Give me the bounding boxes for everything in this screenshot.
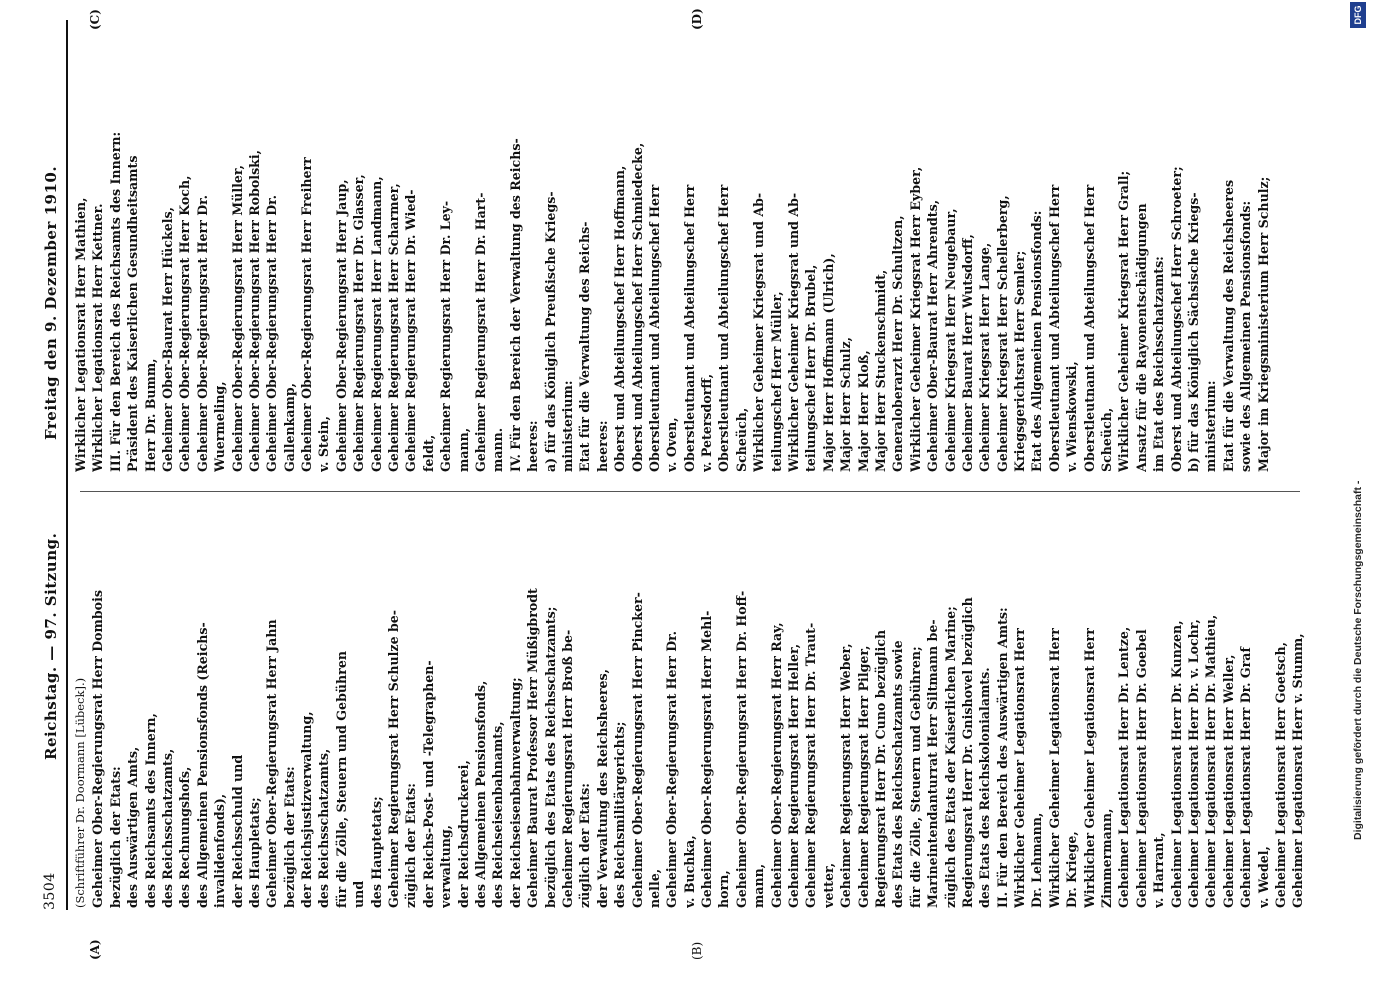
text-line: der Reichsschuld und xyxy=(229,754,245,908)
text-line: Geheimer Legationsrat Herr Dr. Graf xyxy=(1238,647,1254,908)
text-line: Wuermeling, xyxy=(212,381,228,472)
text-line: der Reichsdruckerei, xyxy=(455,760,471,908)
text-line: Geheimer Regierungsrat Herr Scharmer, xyxy=(386,183,402,472)
text-line: Scheüch, xyxy=(1099,407,1115,472)
text-line: invalidenfonds), xyxy=(212,793,228,908)
text-line: Geheimer Legationsrat Herr Dr. Lentze, xyxy=(1116,626,1132,908)
text-line: Geheimer Regierungsrat Herr Pilger, xyxy=(855,645,871,908)
text-line: für die Zölle, Steuern und Gebühren; xyxy=(907,646,923,908)
text-line: züglich der Etats: xyxy=(403,783,419,908)
text-line: Geheimer Regierungsrat Herr Heller, xyxy=(786,643,802,908)
text-line: der Verwaltung des Reichsheeres, xyxy=(594,669,610,908)
text-line: bezüglich der Etats: xyxy=(281,766,297,908)
text-line: Geheimer Ober-Regierungsrat Herr Dr. xyxy=(194,194,210,472)
text-line: Wirklicher Geheimer Legationsrat Herr xyxy=(1046,628,1062,908)
text-line: Major Herr Schulz, xyxy=(838,336,854,472)
text-line: des Allgemeinen Pensionsfonds (Reichs- xyxy=(194,622,210,908)
text-line: Oberstleutnant und Abteilungschef Herr xyxy=(1046,184,1062,472)
text-line: Geheimer Ober-Regierungsrat Herr Jahn xyxy=(264,619,280,908)
page-number: 3504 xyxy=(42,872,58,910)
text-line: vetter, xyxy=(820,862,836,908)
column-divider xyxy=(80,491,1300,492)
header-rule xyxy=(66,20,68,910)
text-line: Oberst und Abteilungschef Herr Hoffmann, xyxy=(612,165,628,472)
text-line: Wirklicher Geheimer Kriegsrat Herr Grall; xyxy=(1116,170,1132,472)
text-line: Wirklicher Legationsrat Herr Kettner. xyxy=(90,203,106,472)
text-line: Gallenkamp, xyxy=(281,382,297,472)
text-line: Herr Dr. Bumm, xyxy=(142,358,158,472)
text-line: IV. Für den Bereich der Verwaltung des Reichs- xyxy=(507,138,523,472)
text-line: Geheimer Legationsrat Herr Dr. Kunzen, xyxy=(1168,620,1184,908)
text-line: Geheimer Ober-Regierungsrat Herr Freiherr xyxy=(299,157,315,472)
text-line: züglich des Etats der Kaiserlichen Marine; xyxy=(942,606,958,908)
text-line: mann. xyxy=(490,427,506,472)
text-line: horn, xyxy=(716,870,732,908)
text-line: III. Für den Bereich des Reichsamts des Innern: xyxy=(107,131,123,472)
text-line: heeres: xyxy=(594,420,610,472)
text-line: Wirklicher Geheimer Legationsrat Herr xyxy=(1012,628,1028,908)
text-line: nelle, xyxy=(646,868,662,908)
text-line: sowie des Allgemeinen Pensionsfonds: xyxy=(1238,200,1254,472)
text-line: b) für das Königlich Sächsische Kriegs- xyxy=(1186,192,1201,472)
digitization-credit: Digitalisierung gefördert durch die Deutsche Forschungsgemeinschaft - xyxy=(1352,480,1364,840)
text-line: Geheimer Legationsrat Herr Weller, xyxy=(1220,654,1236,908)
text-line: Wirklicher Geheimer Legationsrat Herr xyxy=(1081,628,1097,908)
text-line: Geheimer Ober-Regierungsrat Herr Koch, xyxy=(177,175,193,472)
text-line: Geheimer Ober-Regierungsrat Herr Robolski, xyxy=(246,149,262,472)
text-line: v. Oven, xyxy=(664,417,680,472)
text-line: II. Für den Bereich des Auswärtigen Amts: xyxy=(994,607,1010,908)
text-line: Kriegsgerichtsrat Herr Semler; xyxy=(1012,250,1028,472)
text-line: Generaloberarzt Herr Dr. Schultzen, xyxy=(890,215,906,472)
text-line: Regierungsrat Herr Dr. Gnishovel bezüglich xyxy=(959,597,975,908)
text-line: Geheimer Ober-Regierungsrat Herr Dr. Hoff- xyxy=(733,590,749,908)
text-line: Wirklicher Geheimer Kriegsrat und Ab- xyxy=(786,192,802,472)
right-column xyxy=(72,77,1272,472)
text-line: Geheimer Regierungsrat Herr Dr. Traut- xyxy=(803,622,819,908)
text-line: Geheimer Ober-Regierungsrat Herr Pincker- xyxy=(629,592,645,908)
text-line: mann, xyxy=(751,863,767,908)
text-line: Geheimer Regierungsrat Herr Weber, xyxy=(838,643,854,908)
text-line: Geheimer Regierungsrat Herr Dr. Ley- xyxy=(438,200,454,472)
text-line: Major Herr Hoffmann (Ulrich), xyxy=(820,253,836,472)
text-line: v. Stein, xyxy=(316,415,332,472)
text-line: im Etat des Reichsschatzamts: xyxy=(1151,256,1167,472)
text-line: teilungschef Herr Müller, xyxy=(768,291,784,472)
text-line: Major Herr Kloß, xyxy=(855,350,871,472)
text-line: des Reichsamts des Innern, xyxy=(142,713,158,908)
text-line: des Etats des Reichsschatzamts sowie xyxy=(890,640,906,908)
text-line: Geheimer Baurat Professor Herr Müßigbrodt xyxy=(525,588,541,908)
page-header xyxy=(36,40,66,910)
text-line: Major Herr Stuckenschmidt, xyxy=(872,269,888,472)
text-line: Geheimer Legationsrat Herr v. Stumm, xyxy=(1290,633,1306,908)
text-line: des Reichsschatzamts, xyxy=(159,748,175,908)
text-line: v. Wienskowski, xyxy=(1064,361,1080,472)
text-line: Geheimer Ober-Regierungsrat Herr Dombois xyxy=(90,590,106,908)
text-line: Oberstleutnant und Abteilungschef Herr xyxy=(1081,184,1097,472)
text-line: ministerium: xyxy=(1203,380,1219,472)
text-line: teilungschef Herr Dr. Brubel, xyxy=(803,264,819,472)
header-date: Freitag den 9. Dezember 1910. xyxy=(42,165,60,440)
text-line: v. Buchka, xyxy=(681,835,697,908)
text-line: Oberst und Abteilungschef Herr Schroeter; xyxy=(1168,166,1184,472)
text-line: Geheimer Regierungsrat Herr Landmann, xyxy=(368,176,384,472)
margin-mark-c: (C) xyxy=(88,9,102,30)
text-line: v. Wedel, xyxy=(1255,846,1271,908)
text-line: Etat für die Verwaltung des Reichsheeres xyxy=(1220,179,1236,472)
text-line: Ansatz für die Rayonentschädigungen xyxy=(1133,203,1149,472)
text-line: Marineintendanturrat Herr Siltmann be- xyxy=(925,619,941,908)
text-line: Etat des Allgemeinen Pensionsfonds: xyxy=(1029,210,1045,472)
text-line: des Rechnungshofs, xyxy=(177,766,193,908)
text-line: heeres: xyxy=(525,420,541,472)
text-line: Geheimer Ober-Regierungsrat Herr Ray, xyxy=(768,622,784,908)
text-line: Wirklicher Legationsrat Herr Mathien, xyxy=(73,197,88,472)
text-line: mann, xyxy=(455,427,471,472)
left-column xyxy=(72,513,1307,908)
text-line: des Reichseisenbahnamts, xyxy=(490,721,506,908)
text-line: (Schriftführer Dr. Doormann [Lübeck].) xyxy=(73,677,87,908)
text-line: Geheimer Regierungsrat Herr Dr. Glasser, xyxy=(351,174,367,472)
text-line: Geheimer Regierungsrat Herr Dr. Wied- xyxy=(403,189,419,472)
text-line: v. Harrant, xyxy=(1151,832,1167,908)
text-line: des Hauptetats; xyxy=(368,796,384,908)
text-line: Präsident des Kaiserlichen Gesundheitsamts xyxy=(125,155,141,472)
text-line: der Reichsjustizverwaltung, xyxy=(299,711,315,908)
text-line: Geheimer Ober-Regierungsrat Herr Dr. xyxy=(664,630,680,908)
dfg-logo: DFG xyxy=(1350,2,1366,28)
text-line: Oberstleutnant und Abteilungschef Herr xyxy=(646,184,662,472)
text-line: bezüglich des Etats des Reichsschatzamts; xyxy=(542,606,558,908)
margin-mark-a: (A) xyxy=(88,939,102,960)
text-line: Major im Kriegsministerium Herr Schulz; xyxy=(1255,176,1271,472)
text-line: Geheimer Regierungsrat Herr Schulze be- xyxy=(386,609,402,908)
text-line: Geheimer Baurat Herr Wutsdorff, xyxy=(959,234,975,472)
text-line: Geheimer Regierungsrat Herr Broß be- xyxy=(559,629,575,908)
text-line: Geheimer Ober-Regierungsrat Herr Jaup, xyxy=(333,179,349,472)
text-line: des Reichsmilitärgerichts; xyxy=(612,721,628,908)
text-line: Geheimer Legationsrat Herr Dr. Goebel xyxy=(1133,629,1149,908)
text-line: Geheimer Ober-Regierungsrat Herr Müller, xyxy=(229,165,245,472)
text-line: verwaltung, xyxy=(438,824,454,908)
text-line: des Allgemeinen Pensionsfonds, xyxy=(472,680,488,908)
text-line: Oberst und Abteilungschef Herr Schmiedecke, xyxy=(629,142,645,472)
text-line: Wirklicher Geheimer Kriegsrat und Ab- xyxy=(751,192,767,472)
text-line: Regierungsrat Herr Dr. Cuno bezüglich xyxy=(872,629,888,908)
text-line: bezüglich der Etats: xyxy=(107,766,123,908)
header-title: Reichstag. — 97. Sitzung. xyxy=(42,532,60,760)
margin-mark-b: (B) xyxy=(690,941,704,960)
text-line: Geheimer Regierungsrat Herr Dr. Hart- xyxy=(472,192,488,472)
text-line: a) für das Königlich Preußische Kriegs- xyxy=(542,191,558,472)
text-line: Etat für die Verwaltung des Reichs- xyxy=(577,221,593,472)
text-line: Geheimer Legationsrat Herr Dr. v. Lochr, xyxy=(1186,619,1201,908)
text-line: Scheüch, xyxy=(733,407,749,472)
text-line: für die Zölle, Steuern und Gebühren xyxy=(333,651,349,908)
text-line: Geheimer Ober-Regierungsrat Herr Mehl- xyxy=(699,610,715,908)
text-line: Oberstleutnant und Abteilungschef Herr xyxy=(716,184,732,472)
text-line: der Reichs-Post- und -Telegraphen- xyxy=(420,660,436,908)
text-line: der Reichseisenbahnverwaltung; xyxy=(507,677,523,908)
text-line: des Etats des Reichskolonialamts. xyxy=(977,667,993,908)
text-line: Dr. Kriege, xyxy=(1064,831,1080,908)
text-line: ministerium: xyxy=(559,380,575,472)
text-line: Geheimer Ober-Baurat Herr Ahrendts, xyxy=(925,199,941,472)
text-line: v. Petersdorff, xyxy=(699,373,715,472)
text-line: züglich der Etats: xyxy=(577,783,593,908)
text-line: Zimmermann, xyxy=(1099,808,1115,908)
text-line: Dr. Lehmann, xyxy=(1029,812,1045,908)
text-line: Geheimer Kriegsrat Herr Neugebaur, xyxy=(942,208,958,472)
text-line: Geheimer Legationsrat Herr Goetsch, xyxy=(1272,641,1288,908)
text-line: feldt, xyxy=(420,434,436,472)
text-line: des Auswärtigen Amts, xyxy=(125,746,141,908)
text-line: Geheimer Legationsrat Herr Dr. Mathieu, xyxy=(1203,614,1219,908)
margin-mark-d: (D) xyxy=(690,8,704,30)
text-line: des Haupletats; xyxy=(246,797,262,908)
text-line: Geheimer Ober-Baurat Herr Hückels, xyxy=(159,207,175,472)
text-line: und xyxy=(351,880,367,908)
text-line: Geheimer Kriegsrat Herr Schellerberg, xyxy=(994,195,1010,472)
text-line: Wirklicher Geheimer Kriegsrat Herr Eyber, xyxy=(907,166,923,472)
text-line: Geheimer Kriegsrat Herr Lange, xyxy=(977,242,993,472)
text-line: des Reichsschatzamts, xyxy=(316,748,332,908)
text-line: Geheimer Ober-Regierungsrat Herr Dr. xyxy=(264,194,280,472)
text-line: Oberstleutnant und Abteilungschef Herr xyxy=(681,184,697,472)
